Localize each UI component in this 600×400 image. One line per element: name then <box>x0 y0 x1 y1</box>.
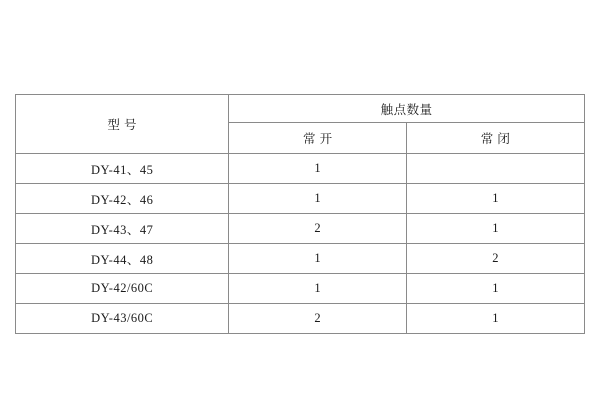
table-header-row-1 <box>16 95 585 123</box>
cell-model: DY-44、48 <box>16 244 229 274</box>
cell-normally-open: 1 <box>229 244 407 274</box>
cell-normally-open: 2 <box>229 304 407 334</box>
cell-normally-closed <box>407 154 585 184</box>
cell-model: DY-43、47 <box>16 214 229 244</box>
cell-normally-open: 1 <box>229 274 407 304</box>
cell-model: DY-43/60C <box>16 304 229 334</box>
table-header <box>16 95 585 154</box>
cell-normally-open: 2 <box>229 214 407 244</box>
header-contact-quantity: 触点数量 <box>229 95 585 123</box>
table-row <box>16 274 585 304</box>
table-row <box>16 304 585 334</box>
cell-normally-closed: 1 <box>407 214 585 244</box>
cell-model: DY-41、45 <box>16 154 229 184</box>
cell-normally-closed: 1 <box>407 304 585 334</box>
header-model: 型 号 <box>16 95 229 154</box>
table-body <box>16 154 585 334</box>
cell-normally-closed: 2 <box>407 244 585 274</box>
table-row <box>16 184 585 214</box>
cell-model: DY-42、46 <box>16 184 229 214</box>
cell-normally-closed: 1 <box>407 274 585 304</box>
contact-quantity-table-wrapper <box>15 94 585 334</box>
contact-quantity-table <box>15 94 585 334</box>
cell-normally-closed: 1 <box>407 184 585 214</box>
header-normally-closed: 常 闭 <box>407 123 585 154</box>
header-normally-open: 常 开 <box>229 123 407 154</box>
table-row <box>16 214 585 244</box>
cell-normally-open: 1 <box>229 154 407 184</box>
cell-normally-open: 1 <box>229 184 407 214</box>
table-row <box>16 154 585 184</box>
cell-model: DY-42/60C <box>16 274 229 304</box>
table-row <box>16 244 585 274</box>
